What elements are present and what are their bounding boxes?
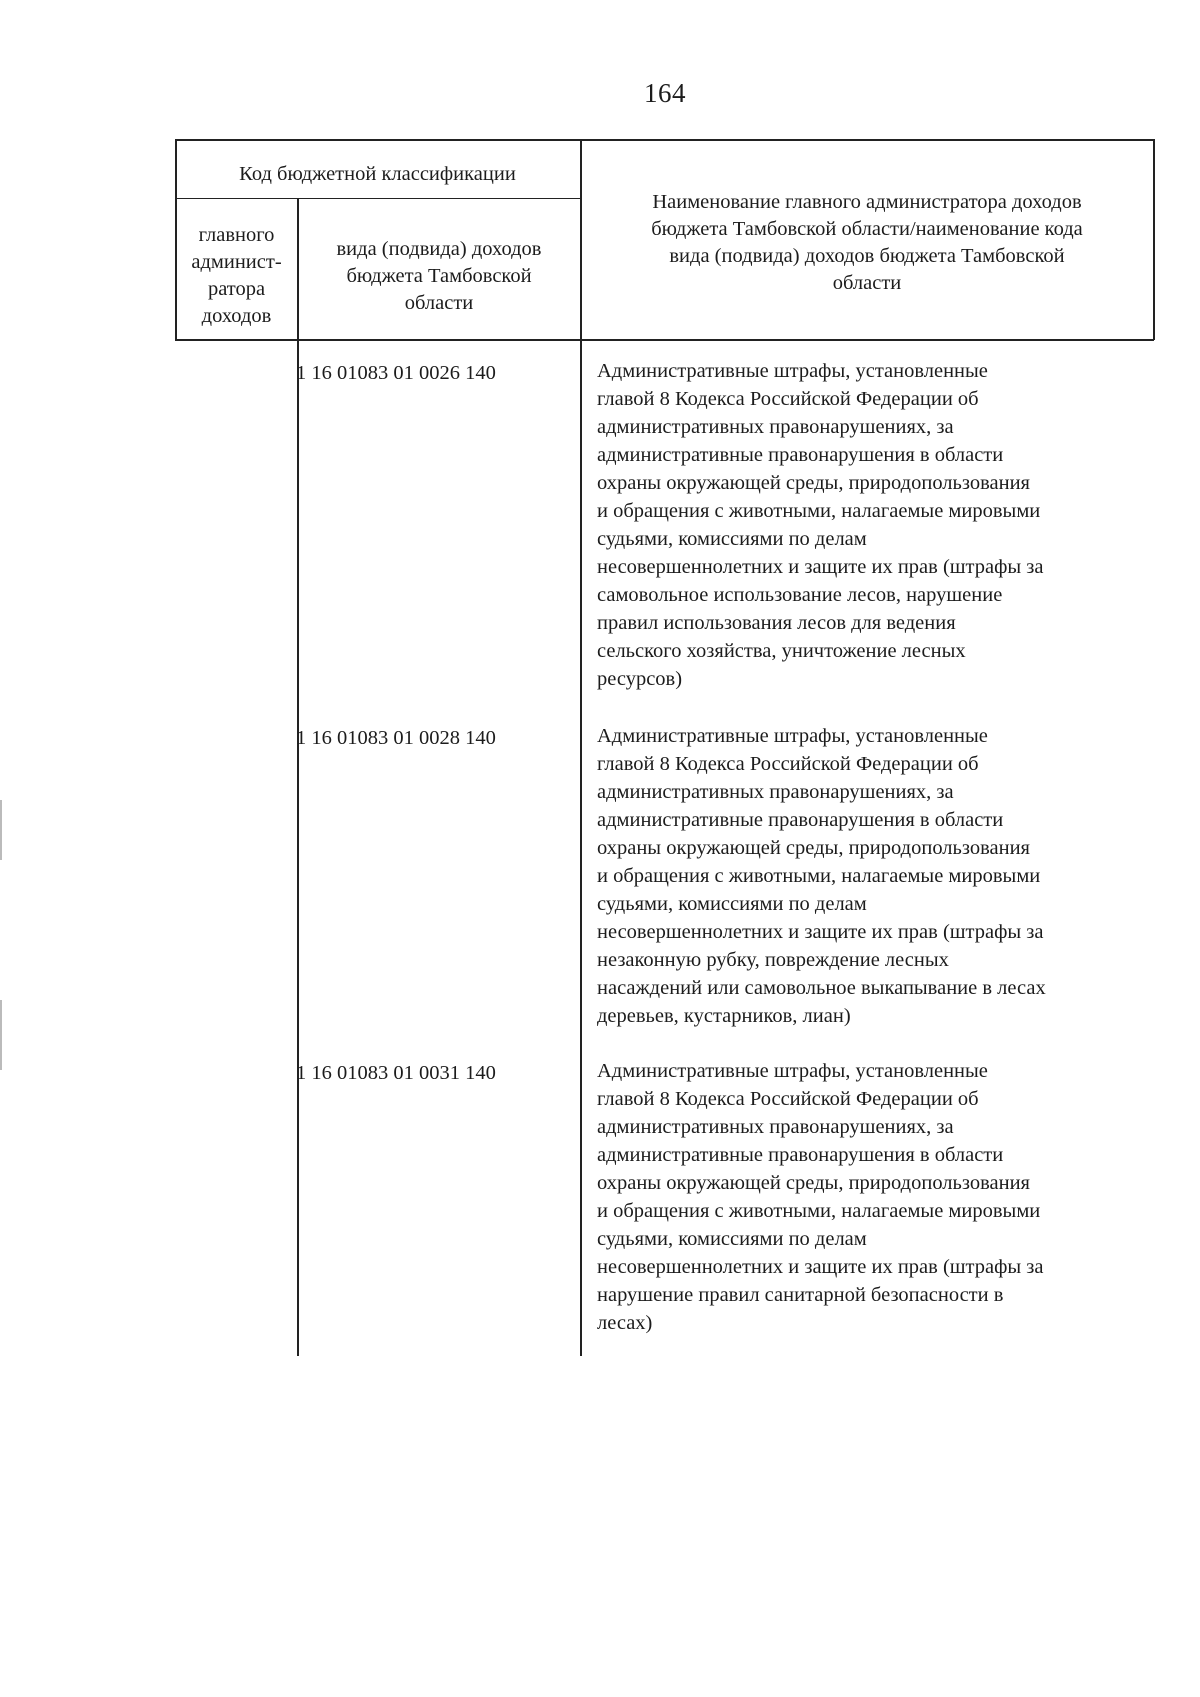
column-divider-name <box>580 139 582 1356</box>
header-col-admin: главного админист- ратора доходов <box>191 224 282 327</box>
description-cell: Административные штрафы, установленные главой 8 Кодекса Российской Федерации об административных правонарушениях, за административные правонарушения в области охраны окружающей среды, природопользования и обращения с животными, налагаемые мировыми судьями, комиссиями по делам несовершеннолетних и защите их прав (штрафы за самовольное использование лесов, нарушение правил использования лесов для ведения сельского хозяйства, уничтожение лесных ресурсов) <box>597 360 1044 690</box>
income-code-cell: 1 16 01083 01 0026 140 <box>296 362 496 384</box>
page-number: 164 <box>644 78 686 108</box>
header-col-name: Наименование главного администратора доходов бюджета Тамбовской области/наименование кода вида (подвида) доходов бюджета Тамбовской области <box>651 191 1083 294</box>
description-cell: Административные штрафы, установленные главой 8 Кодекса Российской Федерации об административных правонарушениях, за административные правонарушения в области охраны окружающей среды, природопользования и обращения с животными, налагаемые мировыми судьями, комиссиями по делам несовершеннолетних и защите их прав (штрафы за незаконную рубку, повреждение лесных насаждений или самовольное выкапывание в лесах деревьев, кустарников, лиан) <box>597 725 1046 1027</box>
description-cell: Административные штрафы, установленные главой 8 Кодекса Российской Федерации об административных правонарушениях, за административные правонарушения в области охраны окружающей среды, природопользования и обращения с животными, налагаемые мировыми судьями, комиссиями по делам несовершеннолетних и защите их прав (штрафы за нарушение правил санитарной безопасности в лесах) <box>597 1060 1044 1334</box>
table-top-border <box>175 139 1154 141</box>
table-right-border <box>1153 139 1155 340</box>
header-group-title: Код бюджетной классификации <box>239 163 516 185</box>
header-col-income-code: вида (подвида) доходов бюджета Тамбовской области <box>336 238 542 314</box>
header-bottom-border <box>175 339 1154 341</box>
scan-edge-mark <box>0 800 2 860</box>
income-code-cell: 1 16 01083 01 0028 140 <box>296 727 496 749</box>
header-subdivider <box>175 198 580 199</box>
scan-edge-mark <box>0 1000 2 1070</box>
income-code-cell: 1 16 01083 01 0031 140 <box>296 1062 496 1084</box>
